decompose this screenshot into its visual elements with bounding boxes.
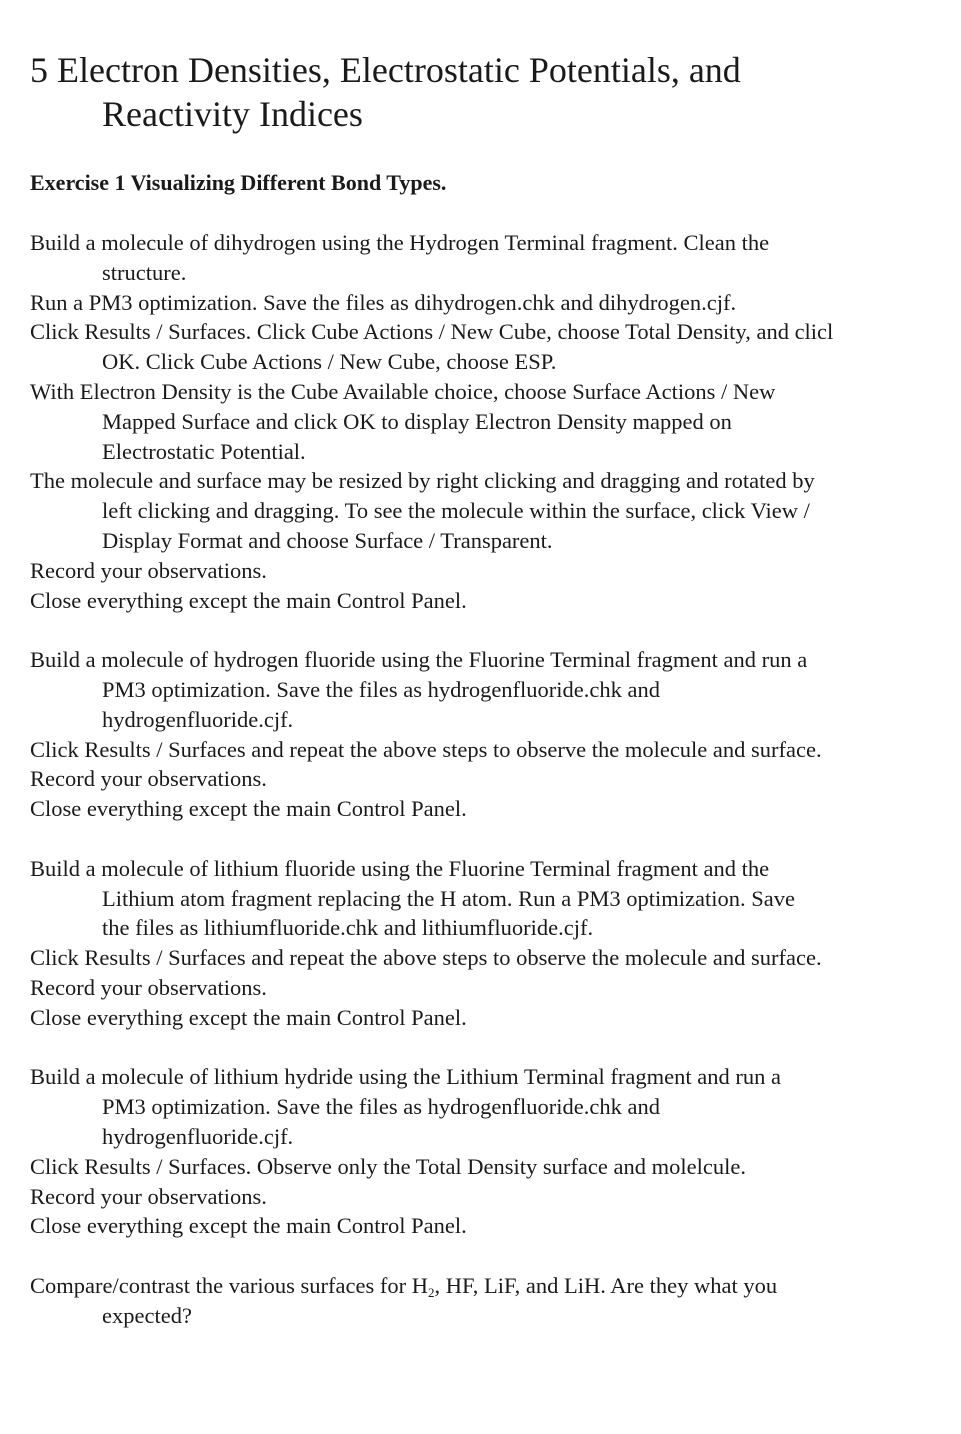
instruction-sections [30, 228, 961, 1241]
instruction-step-line: Click Results / Surfaces. Observe only the Total Density surface and molelcule. [30, 1153, 746, 1179]
final-question-text-part-2: , HF, LiF, and LiH. Are they what you [434, 1272, 778, 1298]
instruction-step [30, 854, 961, 943]
instruction-step-line: Click Results / Surfaces and repeat the above steps to observe the molecule and surface. [30, 736, 822, 762]
instruction-step-line: left clicking and dragging. To see the molecule within the surface, click View / [102, 498, 810, 524]
instruction-step [30, 764, 961, 794]
instruction-section [30, 1062, 961, 1241]
instruction-step-line: Click Results / Surfaces. Click Cube Actions / New Cube, choose Total Density, and clicl [30, 319, 834, 345]
instruction-step [30, 228, 961, 288]
instruction-step [30, 1003, 961, 1033]
exercise-instructions [30, 228, 961, 1330]
final-question-line-2: expected? [102, 1302, 192, 1328]
instruction-step-line: Record your observations. [30, 766, 267, 792]
instruction-step [30, 317, 961, 377]
instruction-step-line: Close everything except the main Control Panel. [30, 796, 467, 822]
instruction-step-line: Close everything except the main Control Panel. [30, 1213, 467, 1239]
instruction-step-line: Run a PM3 optimization. Save the files as dihydrogen.chk and dihydrogen.cjf. [30, 289, 737, 315]
instruction-step [30, 556, 961, 586]
instruction-step-line: Record your observations. [30, 974, 267, 1000]
instruction-step [30, 1211, 961, 1241]
instruction-step-line: OK. Click Cube Actions / New Cube, choose ESP. [102, 349, 557, 375]
instruction-step-line: Build a molecule of dihydrogen using the Hydrogen Terminal fragment. Clean the [30, 230, 770, 255]
instruction-section [30, 854, 961, 1033]
instruction-step-line: Close everything except the main Control Panel. [30, 1004, 467, 1030]
instruction-step-line: Display Format and choose Surface / Transparent. [102, 527, 553, 553]
instruction-step-line: Electrostatic Potential. [102, 438, 306, 464]
instruction-step-line: the files as lithiumfluoride.chk and lithiumfluoride.cjf. [102, 915, 594, 941]
instruction-step-line: PM3 optimization. Save the files as hydrogenfluoride.chk and [102, 676, 661, 702]
instruction-step [30, 645, 961, 734]
instruction-step [30, 586, 961, 616]
instruction-step-line: The molecule and surface may be resized by right clicking and dragging and rotated by [30, 468, 815, 494]
instruction-step-line: structure. [102, 259, 187, 285]
instruction-step [30, 794, 961, 824]
instruction-step [30, 973, 961, 1003]
instruction-step-line: Close everything except the main Control Panel. [30, 587, 467, 613]
chapter-title-line-2: Reactivity Indices [102, 94, 363, 134]
instruction-step [30, 377, 961, 466]
chapter-title [30, 48, 950, 136]
instruction-step-line: Build a molecule of lithium hydride using the Lithium Terminal fragment and run a [30, 1064, 781, 1090]
instruction-step-line: Record your observations. [30, 557, 267, 583]
instruction-step-line: Record your observations. [30, 1183, 267, 1209]
instruction-step-line: Build a molecule of lithium fluoride using the Fluorine Terminal fragment and the [30, 855, 770, 881]
instruction-step-line: Click Results / Surfaces and repeat the above steps to observe the molecule and surface. [30, 945, 822, 971]
chapter-title-line-1: 5 Electron Densities, Electrostatic Potentials, and [30, 50, 741, 90]
instruction-step-line: With Electron Density is the Cube Available choice, choose Surface Actions / New [30, 378, 776, 404]
instruction-section [30, 228, 961, 615]
instruction-step-line: hydrogenfluoride.cjf. [102, 706, 294, 732]
instruction-step-line: Mapped Surface and click OK to display Electron Density mapped on [102, 408, 732, 434]
final-question-subscript: 2 [428, 1284, 435, 1300]
instruction-step [30, 466, 961, 555]
instruction-step [30, 1062, 961, 1151]
final-question-text-part-1: Compare/contrast the various surfaces for H [30, 1272, 428, 1298]
final-question [30, 1271, 961, 1331]
instruction-step [30, 943, 961, 973]
instruction-step-line: hydrogenfluoride.cjf. [102, 1123, 294, 1149]
instruction-step-line: PM3 optimization. Save the files as hydrogenfluoride.chk and [102, 1094, 661, 1120]
instruction-step-line: Build a molecule of hydrogen fluoride using the Fluorine Terminal fragment and run a [30, 647, 808, 673]
exercise-heading: Exercise 1 Visualizing Different Bond Types. [30, 170, 447, 195]
instruction-step [30, 1152, 961, 1182]
instruction-section [30, 645, 961, 824]
instruction-step-line: Lithium atom fragment replacing the H atom. Run a PM3 optimization. Save [102, 885, 795, 911]
instruction-step [30, 735, 961, 765]
instruction-step [30, 1182, 961, 1212]
instruction-step [30, 288, 961, 318]
